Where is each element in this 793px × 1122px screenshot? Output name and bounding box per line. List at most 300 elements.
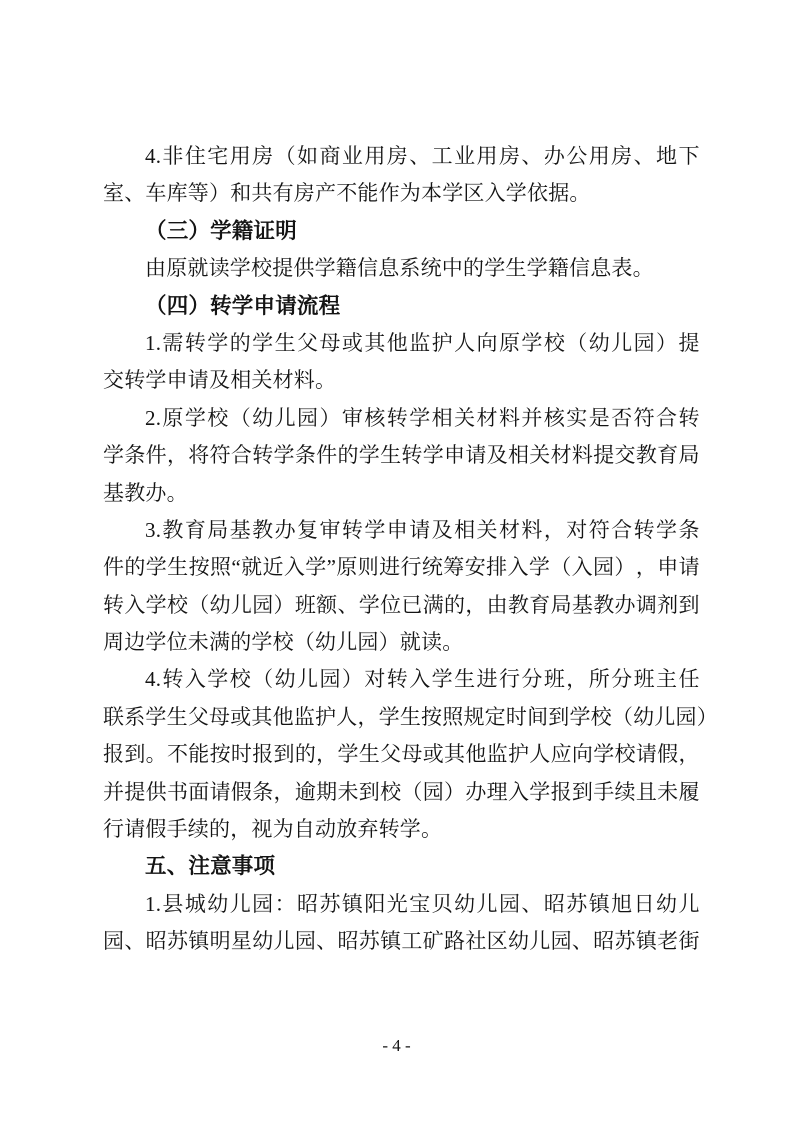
text-token: 材 — [476, 405, 498, 430]
text-token: 请 — [678, 555, 700, 580]
text-token: 教 — [635, 443, 658, 468]
text-token: 儿 — [297, 667, 319, 692]
text-token: 学 — [207, 667, 229, 692]
text-token: 其 — [251, 704, 273, 729]
text-token: 园 — [252, 891, 274, 916]
text-token: 校 — [614, 742, 636, 767]
text-token: 就 — [241, 555, 263, 580]
text-token: 监 — [293, 704, 316, 729]
text-line — [103, 923, 700, 960]
text-token: 及 — [486, 443, 508, 468]
text-token: 园 — [633, 330, 655, 355]
text-token: 入 — [283, 555, 306, 580]
text-token: 护 — [315, 704, 337, 729]
text-token: 理 — [486, 779, 508, 804]
text-token: 班 — [294, 592, 317, 617]
text-token: 剂 — [657, 592, 679, 617]
text-token: ） — [319, 405, 341, 430]
text-token: 申 — [657, 555, 679, 580]
text-token: ” — [326, 555, 337, 580]
text-token: 母 — [209, 704, 231, 729]
text-token: 照 — [209, 555, 232, 580]
text-line: 行请假手续的，视为自动放弃转学。 — [103, 817, 443, 842]
text-token: 园 — [103, 929, 125, 954]
text-token: 1. — [145, 330, 162, 355]
text-token: 、 — [337, 592, 359, 617]
text-line — [103, 736, 700, 773]
text-token: 入 — [507, 779, 530, 804]
text-token: 由 — [486, 592, 508, 617]
text-token: 实 — [566, 405, 588, 430]
text-token: 并 — [521, 405, 543, 430]
text-token: 时 — [230, 742, 253, 767]
text-token: 学 — [103, 443, 125, 468]
text-token: 件 — [145, 443, 167, 468]
text-token: 并 — [103, 779, 125, 804]
text-token: 房 — [498, 144, 521, 168]
text-token: 学 — [528, 555, 551, 580]
text-token: 核 — [364, 405, 386, 430]
text-token: 及 — [431, 517, 453, 542]
text-token: 业 — [341, 144, 364, 168]
text-token: 儿 — [273, 929, 295, 954]
text-token: 镇 — [635, 929, 658, 954]
text-token: 园 — [498, 891, 521, 916]
text-token: 假 — [657, 742, 679, 767]
text-token: 入 — [571, 555, 593, 580]
text-token: 转 — [103, 592, 125, 617]
text-token: 办 — [543, 144, 566, 168]
text-token: ： — [274, 891, 296, 916]
text-token: 联 — [103, 704, 125, 729]
text-token: 护 — [431, 330, 453, 355]
text-token: （ — [274, 144, 296, 168]
text-token: 幼 — [588, 330, 610, 355]
text-token: 幼 — [633, 704, 655, 729]
text-token: 学 — [145, 704, 167, 729]
text-line — [103, 325, 700, 362]
text-line: 交转学申请及相关材料。 — [103, 368, 337, 393]
text-token: 、 — [633, 144, 655, 168]
text-token: 续 — [614, 779, 636, 804]
text-token: 4. — [145, 667, 162, 692]
text-token: 儿 — [230, 592, 253, 617]
text-token: 儿 — [611, 330, 633, 355]
text-token: 转 — [252, 443, 274, 468]
text-token: 到 — [358, 779, 380, 804]
text-line: 室、车库等）和共有房产不能作为本学区入学依据。 — [103, 181, 591, 206]
text-token: 转 — [341, 517, 364, 542]
text-token: 校 — [207, 405, 229, 430]
text-token: 到 — [273, 742, 295, 767]
text-token: 幼 — [209, 592, 231, 617]
text-token: 昭 — [543, 891, 566, 916]
text-token: 合 — [230, 443, 253, 468]
text-token: 件 — [103, 555, 125, 580]
text-token: ） — [444, 779, 466, 804]
text-token: 星 — [230, 929, 253, 954]
text-token: 父 — [380, 742, 402, 767]
text-token: 贝 — [431, 891, 453, 916]
text-token: 生 — [274, 330, 296, 355]
text-token: 的 — [337, 443, 359, 468]
text-token: 请 — [209, 779, 231, 804]
text-token: 校 — [543, 330, 566, 355]
text-token: 幼 — [507, 929, 530, 954]
text-token: 入 — [184, 667, 207, 692]
text-token: 已 — [401, 592, 423, 617]
text-token: 园 — [297, 405, 319, 430]
text-token: 园 — [675, 704, 697, 729]
section-heading: （三）学籍证明 — [145, 218, 297, 243]
text-token: ， — [465, 592, 487, 617]
text-token: 条 — [294, 443, 317, 468]
text-token: 关 — [476, 517, 498, 542]
text-token: 用 — [364, 144, 386, 168]
text-token: （ — [229, 405, 251, 430]
text-token: ， — [566, 667, 588, 692]
text-token: 学 — [337, 742, 359, 767]
text-token: 原 — [162, 405, 184, 430]
text-token: 转 — [401, 443, 423, 468]
text-token: 则 — [357, 555, 379, 580]
text-token: 如 — [297, 144, 319, 168]
text-token: 母 — [401, 742, 423, 767]
text-token: 生 — [380, 443, 402, 468]
text-token: 办 — [465, 779, 487, 804]
text-token: 。 — [145, 742, 167, 767]
text-token: 转 — [633, 517, 655, 542]
text-token: 儿 — [274, 405, 296, 430]
text-token: 人 — [529, 742, 551, 767]
text-token: 阳 — [364, 891, 386, 916]
text-token: 到 — [571, 779, 594, 804]
page-number: - 4 - — [382, 1036, 411, 1055]
text-token: 镇 — [188, 929, 210, 954]
text-token: （ — [550, 555, 572, 580]
text-token: 育 — [529, 592, 551, 617]
text-token: 履 — [678, 779, 700, 804]
text-token: ， — [357, 704, 379, 729]
text-token: 4. — [145, 144, 162, 168]
text-token: 安 — [464, 555, 486, 580]
text-token: 办 — [614, 592, 636, 617]
text-token: 儿 — [654, 704, 676, 729]
text-token: 幼 — [252, 929, 274, 954]
text-token: 学 — [593, 742, 615, 767]
text-token: 学 — [364, 517, 386, 542]
text-token: 所 — [588, 667, 610, 692]
text-token: 、 — [571, 929, 594, 954]
text-token: 苏 — [614, 929, 636, 954]
text-token: 转 — [162, 667, 184, 692]
text-token: 主 — [656, 667, 678, 692]
text-token: 符 — [209, 443, 231, 468]
text-token: 商 — [319, 144, 341, 168]
text-token: 其 — [364, 330, 386, 355]
text-token: 学 — [305, 555, 327, 580]
text-token: 逾 — [294, 779, 317, 804]
text-token: 面 — [188, 779, 210, 804]
text-token: 日 — [633, 891, 655, 916]
text-token: 原 — [336, 555, 358, 580]
text-token: 园 — [319, 667, 341, 692]
text-line — [103, 661, 700, 698]
text-token: 件 — [316, 443, 338, 468]
text-token: 工 — [431, 144, 453, 168]
text-token: 1. — [145, 891, 162, 916]
text-token: 办 — [274, 517, 296, 542]
text-token: 镇 — [380, 929, 402, 954]
text-token: 相 — [431, 405, 453, 430]
text-token: 期 — [316, 779, 338, 804]
text-token: 街 — [678, 929, 700, 954]
text-token: 房 — [386, 144, 408, 168]
text-token: 幼 — [274, 667, 296, 692]
text-token: 需 — [162, 330, 184, 355]
document-body — [103, 138, 718, 961]
text-token: 母 — [319, 330, 341, 355]
text-token: 教 — [507, 592, 530, 617]
text-token: 明 — [209, 929, 231, 954]
text-token: 按 — [188, 555, 210, 580]
text-token: 或 — [341, 330, 364, 355]
text-token: 园 — [550, 929, 572, 954]
text-token: 地 — [656, 144, 678, 168]
text-token: 儿 — [229, 891, 251, 916]
text-token: 按 — [209, 742, 231, 767]
text-token: 满 — [422, 592, 444, 617]
text-token: 学 — [521, 330, 543, 355]
text-token: 的 — [294, 742, 317, 767]
text-token: 矿 — [422, 929, 444, 954]
text-token: 生 — [454, 667, 476, 692]
text-token: 用 — [588, 144, 610, 168]
text-token: 进 — [379, 555, 401, 580]
text-token: 苏 — [358, 929, 380, 954]
text-token: 住 — [184, 144, 207, 168]
text-token: 未 — [657, 779, 679, 804]
text-token: 或 — [230, 704, 252, 729]
text-line: 基教办。 — [103, 480, 188, 505]
text-token: 校 — [229, 667, 251, 692]
text-token: 镇 — [588, 891, 610, 916]
text-token: 原 — [498, 330, 521, 355]
text-token: 教 — [593, 592, 615, 617]
text-token: 进 — [476, 667, 498, 692]
text-token: 园 — [252, 592, 274, 617]
text-token: 合 — [656, 405, 678, 430]
text-token: 学 — [145, 592, 167, 617]
text-token: ， — [543, 517, 566, 542]
text-token: 相 — [454, 517, 476, 542]
text-token: 教 — [162, 517, 184, 542]
text-token: 人 — [336, 704, 358, 729]
text-line — [103, 512, 700, 549]
text-token: 审 — [341, 405, 364, 430]
text-token: 儿 — [476, 891, 498, 916]
text-token: 育 — [184, 517, 207, 542]
text-token: 工 — [401, 929, 423, 954]
text-token: 提 — [124, 779, 146, 804]
text-token: 学 — [184, 405, 207, 430]
text-token: 条 — [678, 517, 700, 542]
text-token: 父 — [187, 704, 210, 729]
text-token: 非 — [162, 144, 184, 168]
text-token: 材 — [498, 517, 521, 542]
text-token: 宅 — [207, 144, 229, 168]
text-token: 幼 — [656, 891, 678, 916]
text-token: 生 — [399, 704, 422, 729]
text-token: 向 — [476, 330, 498, 355]
text-token: 提 — [678, 330, 700, 355]
text-token: 基 — [229, 517, 251, 542]
text-token: 未 — [337, 779, 359, 804]
text-token: 时 — [505, 704, 528, 729]
text-token: 班 — [633, 667, 655, 692]
text-token: 分 — [611, 667, 633, 692]
text-token: 昭 — [145, 929, 167, 954]
text-token: 书 — [166, 779, 189, 804]
text-token: 苏 — [566, 891, 588, 916]
text-token: 昭 — [337, 929, 359, 954]
text-token: 学 — [422, 443, 444, 468]
text-token: 规 — [463, 704, 485, 729]
text-token: 复 — [297, 517, 319, 542]
text-token: 城 — [184, 891, 207, 916]
text-token: 筹 — [443, 555, 465, 580]
text-token: 的 — [124, 555, 146, 580]
text-token: 请 — [409, 517, 431, 542]
text-token: 报 — [103, 742, 125, 767]
text-token: 区 — [486, 929, 508, 954]
text-token: ） — [341, 667, 364, 692]
text-token: 料 — [571, 443, 594, 468]
text-token: 公 — [566, 144, 588, 168]
text-token: 间 — [527, 704, 549, 729]
text-line — [103, 774, 700, 811]
text-token: 园 — [294, 929, 317, 954]
text-token: 到 — [124, 742, 146, 767]
text-token: 社 — [465, 929, 487, 954]
text-token: 符 — [633, 405, 655, 430]
text-token: 昭 — [297, 891, 319, 916]
section-heading: （四）转学申请流程 — [145, 293, 341, 318]
text-token: ） — [273, 592, 295, 617]
text-token: 照 — [442, 704, 464, 729]
text-token: 学 — [378, 704, 400, 729]
text-token: 学 — [358, 592, 380, 617]
text-token: 请 — [465, 443, 487, 468]
text-token: 或 — [422, 742, 444, 767]
text-token: 、 — [521, 144, 543, 168]
text-token: 能 — [188, 742, 210, 767]
text-token: 宝 — [409, 891, 431, 916]
text-token: 学 — [529, 779, 551, 804]
text-token: 且 — [635, 779, 658, 804]
text-token: 学 — [431, 667, 453, 692]
text-token: ， — [635, 555, 658, 580]
text-token: 学 — [569, 704, 591, 729]
text-token: 局 — [207, 517, 229, 542]
text-token: 对 — [566, 517, 588, 542]
text-line — [103, 138, 700, 175]
text-token: 儿 — [529, 929, 551, 954]
text-line — [103, 400, 700, 437]
text-token: 学 — [252, 330, 274, 355]
text-token: 否 — [611, 405, 633, 430]
text-token: 生 — [166, 704, 188, 729]
text-token: 转 — [678, 405, 700, 430]
text-token: （ — [401, 779, 423, 804]
text-token: 3. — [145, 517, 162, 542]
text-token: 教 — [252, 517, 274, 542]
text-token: 园 — [422, 779, 444, 804]
text-token: 料 — [498, 405, 521, 430]
text-token: ， — [273, 779, 295, 804]
text-token: 监 — [409, 330, 431, 355]
text-token: 、 — [316, 929, 338, 954]
text-token: 相 — [507, 443, 530, 468]
text-line: 周边学位未满的学校（幼儿园）就读。 — [103, 630, 464, 655]
text-token: 入 — [409, 667, 431, 692]
text-token: ） — [614, 555, 636, 580]
text-token: 行 — [498, 667, 521, 692]
text-token: 校 — [166, 592, 189, 617]
text-token: 行 — [400, 555, 422, 580]
text-token: 将 — [188, 443, 210, 468]
text-token: 幼 — [252, 405, 274, 430]
text-token: 昭 — [593, 929, 615, 954]
text-token: 入 — [507, 555, 529, 580]
text-token: ， — [678, 742, 700, 767]
text-token: 局 — [678, 443, 700, 468]
text-token: 儿 — [678, 891, 700, 916]
text-token: 向 — [571, 742, 594, 767]
text-token: 申 — [444, 443, 466, 468]
text-line — [103, 587, 700, 624]
text-token: （ — [611, 704, 634, 729]
text-token: 额 — [316, 592, 338, 617]
text-token: 学 — [656, 517, 678, 542]
text-token: 关 — [454, 405, 476, 430]
text-token: 旭 — [611, 891, 633, 916]
text-token: 光 — [386, 891, 408, 916]
text-token: 提 — [593, 443, 615, 468]
text-token: ） — [656, 330, 678, 355]
text-token: 老 — [657, 929, 679, 954]
text-token: 条 — [124, 443, 146, 468]
text-token: 材 — [550, 443, 572, 468]
text-token: 其 — [444, 742, 466, 767]
text-token: 入 — [124, 592, 146, 617]
text-token: 幼 — [207, 891, 229, 916]
text-token: 是 — [588, 405, 610, 430]
text-token: ， — [166, 443, 189, 468]
text-token: 符 — [588, 517, 610, 542]
text-token: 生 — [358, 742, 380, 767]
text-token: 定 — [484, 704, 506, 729]
text-token: 班 — [543, 667, 566, 692]
text-token: 他 — [386, 330, 408, 355]
text-line — [103, 549, 700, 586]
text-token: 生 — [167, 555, 189, 580]
text-token: 申 — [386, 517, 408, 542]
text-token: 不 — [166, 742, 189, 767]
text-token: 统 — [421, 555, 444, 580]
text-token: 供 — [145, 779, 167, 804]
text-token: “ — [231, 555, 241, 580]
